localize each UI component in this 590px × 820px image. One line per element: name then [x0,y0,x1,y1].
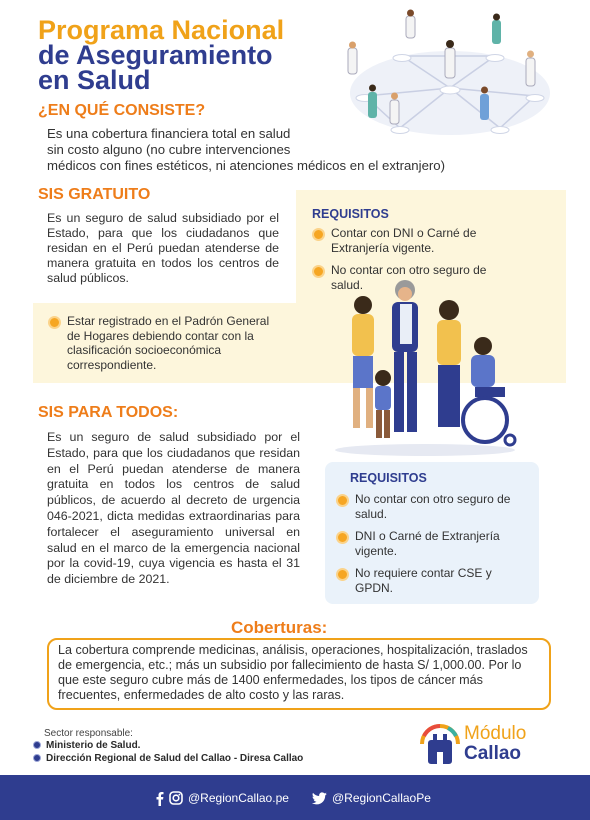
bullet-dot-icon [336,531,349,544]
title-line-3: en Salud [38,65,151,95]
consiste-text [47,126,445,174]
sector-item-2: Dirección Regional de Salud del Callao - Diresa Callao [33,753,303,764]
coberturas-heading: Coberturas: [231,618,328,637]
sis-gratuito-heading: SIS GRATUITO [38,186,151,203]
coberturas-text: La cobertura comprende medicinas, análisis, operaciones, hospitalización, traslados de emergencia, etc.; más un subsidio por fallecimiento de hasta S/ 1,000.00. Por lo que este seguro cubre más de 1400 enfermedades, los tipos de cáncer más frecuentes, enfermedades de alto costo y las raras. [58,643,528,702]
instagram-icon[interactable] [169,791,183,805]
page-title [38,15,328,95]
modulo-callao-logo-icon [418,722,462,768]
logo-line-2: Callao [464,743,522,764]
consiste-line-1: Es una cobertura financiera total en salud [47,126,291,141]
bullet-dot-icon [33,754,41,762]
footer-bar [0,775,590,820]
title-line-2: de Aseguramiento [38,40,273,70]
consiste-heading: ¿EN QUÉ CONSISTE? [38,102,206,119]
requisitos-heading-gratuito: REQUISITOS [312,207,389,221]
list-item: No contar con otro seguro de salud. [336,492,526,521]
footer-right [312,789,431,807]
consiste-line-2: sin costo alguno (no cubre intervenciones [47,142,291,157]
title-line-1: Programa Nacional [38,15,285,45]
sector-label: Sector responsable: [44,728,133,739]
list-item: No requiere contar CSE y GPDN. [336,566,526,595]
requisitos-heading-todos: REQUISITOS [350,471,427,485]
bullet-dot-icon [336,568,349,581]
facebook-icon[interactable] [155,791,164,806]
family-wheelchair-illustration [325,270,520,460]
sector-item-1: Ministerio de Salud. [33,740,140,751]
bullet-dot-icon [48,316,61,329]
bullet-dot-icon [312,265,325,278]
consiste-line-3: médicos con fines estéticos, ni atenciones médicos en el extranjero) [47,158,446,173]
footer-handle-right[interactable]: @RegionCallaoPe [332,791,431,805]
requisitos-list-todos [336,492,526,603]
list-item: Contar con DNI o Carné de Extranjería vigente. [312,226,512,255]
padron-bullet: Estar registrado en el Padrón General de Hogares debiendo contar con la clasificación socioeconómica correspondiente. [48,314,278,380]
sis-todos-text: Es un seguro de salud subsidiado por el Estado, para que los ciudadanos que residan en el Perú puedan atenderse de manera gratuita en todos los centros de salud públicos, de acuerdo al decreto de urgencia 046-2021, dicta medidas extraordinarias para fortalecer el aseguramiento universal en salud en el marco de la emergencia nacional por la covid-19, cuya vigencia es hasta el 31 de diciembre de 2021. [47,430,300,587]
footer-left [155,789,289,807]
logo-line-1: Módulo [464,723,527,744]
bullet-dot-icon [336,494,349,507]
list-item: No contar con otro seguro de salud. [312,263,512,292]
bullet-dot-icon [312,228,325,241]
footer-handle-left[interactable]: @RegionCallao.pe [188,791,289,805]
list-item: DNI o Carné de Extranjería vigente. [336,529,526,558]
bullet-dot-icon [33,741,41,749]
twitter-icon[interactable] [312,792,327,805]
sis-gratuito-text: Es un seguro de salud subsidiado por el Estado, para que los ciudadanos que residan en el Perú puedan atenderse de manera gratuita en todos los centros de salud públicos. [47,211,279,285]
sis-todos-heading: SIS PARA TODOS: [38,404,179,421]
